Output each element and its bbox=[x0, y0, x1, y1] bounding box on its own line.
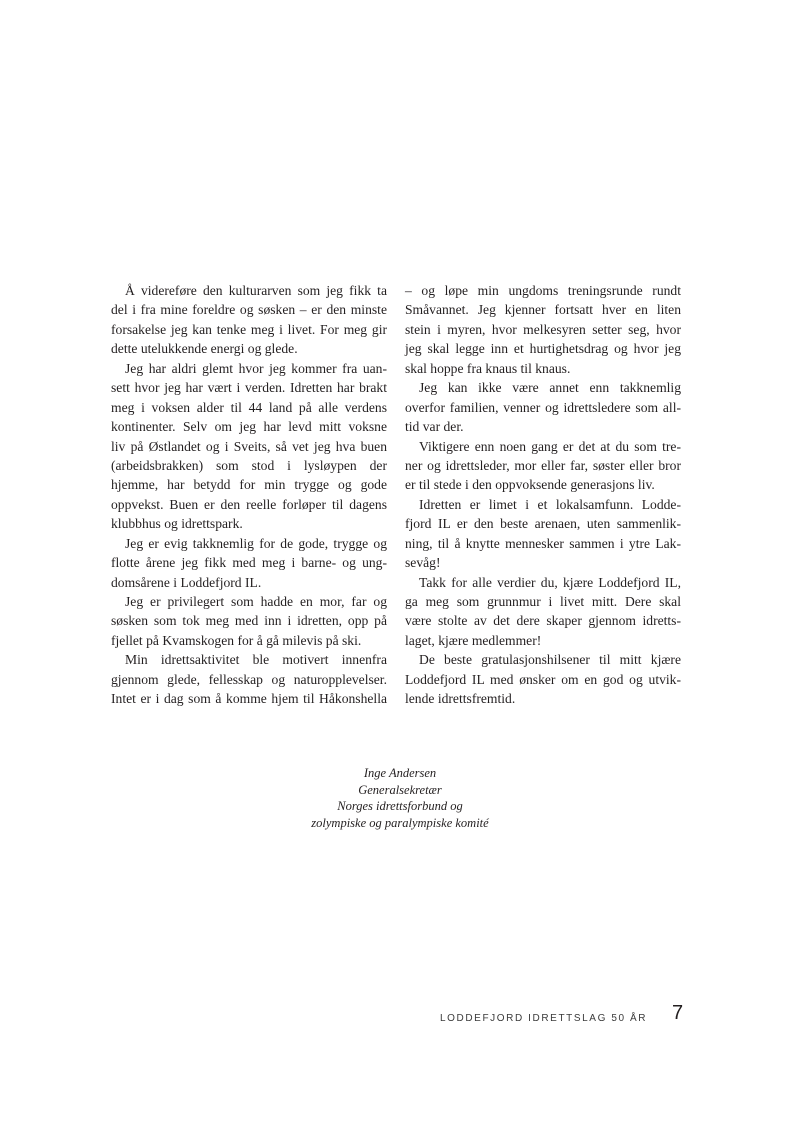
signature-organization: Norges idrettsforbund og bbox=[337, 799, 463, 813]
text-line: del i fra mine foreldre og søsken – er den minste bbox=[111, 302, 387, 318]
text-line: Jeg har aldri glemt hvor jeg kommer fra uan- bbox=[125, 360, 387, 376]
text-line: (arbeidsbrakken) som stod i lysløypen der bbox=[111, 457, 387, 473]
text-line: fjord IL er den beste arenaen, uten sammenlik- bbox=[405, 516, 681, 532]
text-line: Jeg er evig takknemlig for de gode, trygge og bbox=[125, 535, 387, 551]
text-line: dette utelukkende energi og glede. bbox=[111, 341, 298, 357]
text-line: liv på Østlandet og i Sveits, så vet jeg hva buen bbox=[111, 438, 387, 454]
text-line: klubbhus og idrettspark. bbox=[111, 516, 243, 532]
text-line: Min idrettsaktivitet ble motivert innenfra bbox=[125, 652, 387, 668]
running-footer-title: LODDEFJORD IDRETTSLAG 50 ÅR bbox=[440, 1013, 648, 1024]
text-line: Loddefjord IL med ønsker om en god og utvik- bbox=[405, 671, 681, 687]
text-line: De beste gratulasjonshilsener til mitt kjære bbox=[419, 652, 681, 668]
text-line: sevåg! bbox=[405, 555, 441, 571]
text-line: ning, til å knytte mennesker sammen i ytre Lak- bbox=[405, 535, 681, 551]
text-line: er til stede i den oppvoksende generasjons liv. bbox=[405, 477, 655, 493]
text-line: ner og idrettsleder, mor eller far, søster eller bror bbox=[405, 457, 681, 473]
text-line: overfor familien, venner og idrettsledere som all- bbox=[405, 399, 681, 415]
text-line: Viktigere enn noen gang er det at du som tre- bbox=[419, 438, 681, 454]
right-text-column bbox=[405, 281, 681, 709]
text-line: meg i voksen alder til 44 land på alle verdens bbox=[111, 399, 387, 415]
text-line: Idretten er limet i et lokalsamfunn. Lodde- bbox=[419, 496, 681, 512]
text-line: kontinenter. Selv om jeg har levd mitt voksne bbox=[111, 419, 387, 435]
left-text-column bbox=[111, 281, 387, 709]
text-line: flotte årene jeg fikk med meg i barne- og ung- bbox=[111, 555, 387, 571]
text-line: fjellet på Kvamskogen for å gå milevis på ski. bbox=[111, 632, 362, 648]
text-line: lende idrettsfremtid. bbox=[405, 691, 516, 707]
text-line: oppvekst. Buen er den reelle forløper til dagens bbox=[111, 496, 387, 512]
text-line: domsårene i Loddefjord IL. bbox=[111, 574, 262, 590]
text-line: jeg skal legge inn et hurtighetsdrag og hvor jeg bbox=[405, 341, 681, 357]
text-line: – og løpe min ungdoms treningsrunde rundt bbox=[405, 283, 681, 298]
text-line: Jeg kan ikke være annet enn takknemlig bbox=[419, 380, 681, 396]
text-line: skal hoppe fra knaus til knaus. bbox=[405, 360, 571, 376]
page-number: 7 bbox=[672, 1002, 684, 1024]
text-line: være stolte av det dere skaper gjennom idretts- bbox=[405, 613, 681, 629]
text-line: Intet er i dag som å komme hjem til Håkonshella bbox=[111, 691, 387, 707]
text-line: gjennom glede, fellesskap og naturopplevelser. bbox=[111, 671, 387, 687]
text-line: Småvannet. Jeg kjenner fortsatt hver en liten bbox=[405, 302, 681, 318]
text-line: tid var der. bbox=[405, 419, 464, 435]
text-line: sett hvor jeg har vært i verden. Idretten har brakt bbox=[111, 380, 387, 396]
text-line: stein i myren, hvor melkesyren setter seg, hvor bbox=[405, 321, 681, 337]
text-line: hjemme, har betydd for min trygge og gode bbox=[111, 477, 387, 493]
signature-organization-line2: zolympiske og paralympiske komité bbox=[311, 815, 489, 830]
text-line: Takk for alle verdier du, kjære Loddefjord IL, bbox=[419, 574, 681, 590]
text-line: søsken som tok meg med inn i idretten, opp på bbox=[111, 613, 387, 629]
text-line: Å videreføre den kulturarven som jeg fikk ta bbox=[125, 283, 387, 298]
text-line: laget, kjære medlemmer! bbox=[405, 632, 542, 648]
text-line: forsakelse jeg kan tenke meg i livet. For meg gir bbox=[111, 321, 387, 337]
text-line: ga meg som grunnmur i livet mitt. Dere skal bbox=[405, 594, 681, 609]
signature-name: Inge Andersen bbox=[363, 766, 437, 780]
signature-block bbox=[250, 765, 550, 831]
signature-title: Generalsekretær bbox=[358, 782, 442, 797]
text-line: Jeg er privilegert som hadde en mor, far og bbox=[125, 594, 387, 609]
